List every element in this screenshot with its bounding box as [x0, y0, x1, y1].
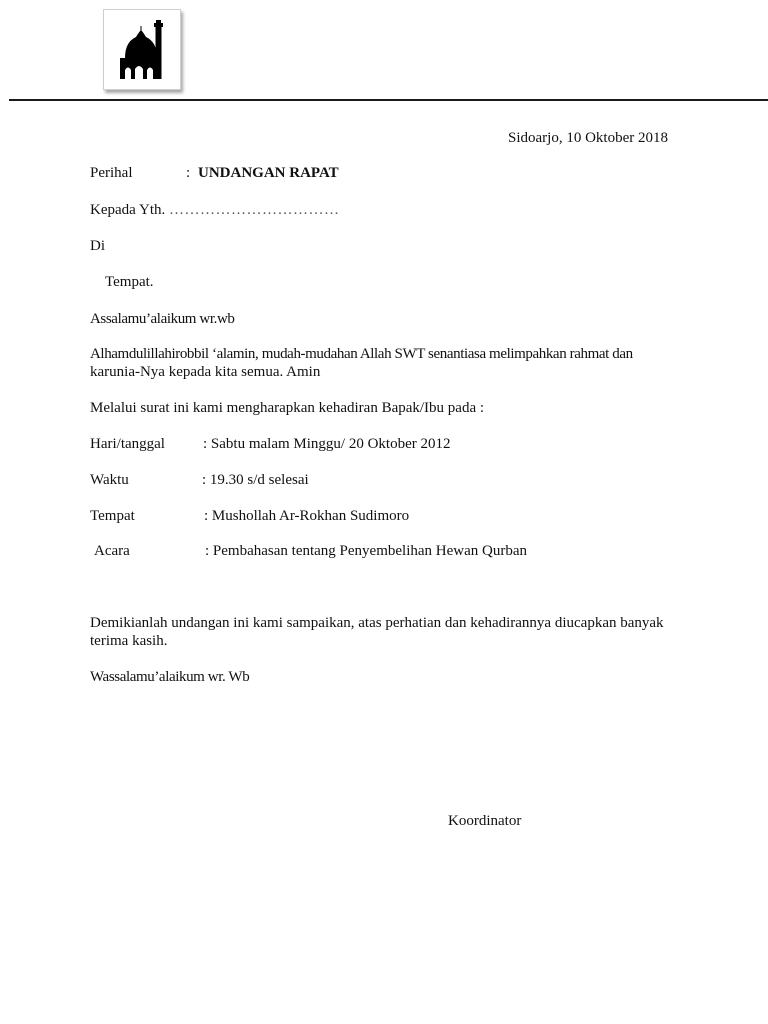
closing-line-2: terima kasih.	[90, 633, 168, 649]
logo-frame	[103, 9, 181, 90]
recipient-kepada	[90, 201, 340, 219]
closing-line-1: Demikianlah undangan ini kami sampaikan, atas perhatian dan kehadirannya diucapkan banyak	[90, 615, 664, 631]
opening-line-2: karunia-Nya kepada kita semua. Amin	[90, 364, 321, 380]
detail-label-acara: Acara	[94, 543, 130, 559]
farewell: Wassalamu’alaikum wr. Wb	[90, 669, 250, 685]
signature-title: Koordinator	[448, 813, 522, 829]
recipient-kepada-label: Kepada Yth.	[90, 202, 166, 218]
perihal-label: Perihal	[90, 165, 133, 181]
mosque-icon	[117, 18, 167, 82]
recipient-di: Di	[90, 238, 105, 254]
detail-label-tempat: Tempat	[90, 508, 135, 524]
opening-line-1-text: Alhamdulillahirobbil ‘alamin, mudah-mudahan Allah SWT senantiasa melimpahkan rahmat dan	[90, 346, 633, 362]
detail-label-waktu: Waktu	[90, 472, 129, 488]
opening-line-1	[90, 345, 633, 363]
intro-line: Melalui surat ini kami mengharapkan kehadiran Bapak/Ibu pada :	[90, 400, 485, 416]
detail-value-hari: : Sabtu malam Minggu/ 20 Oktober 2012	[203, 436, 451, 452]
recipient-tempat: Tempat.	[105, 274, 154, 290]
perihal-separator: :	[186, 165, 191, 181]
letterhead-divider	[9, 99, 768, 101]
detail-value-acara: : Pembahasan tentang Penyembelihan Hewan Qurban	[205, 543, 527, 559]
detail-label-hari: Hari/tanggal	[90, 436, 165, 452]
detail-value-tempat: : Mushollah Ar-Rokhan Sudimoro	[204, 508, 410, 524]
recipient-dots: ……………………………	[169, 202, 340, 218]
detail-value-waktu: : 19.30 s/d selesai	[202, 472, 309, 488]
date-line: Sidoarjo, 10 Oktober 2018	[508, 130, 668, 146]
greeting: Assalamu’alaikum wr.wb	[90, 311, 235, 327]
perihal-value: UNDANGAN RAPAT	[198, 165, 339, 181]
